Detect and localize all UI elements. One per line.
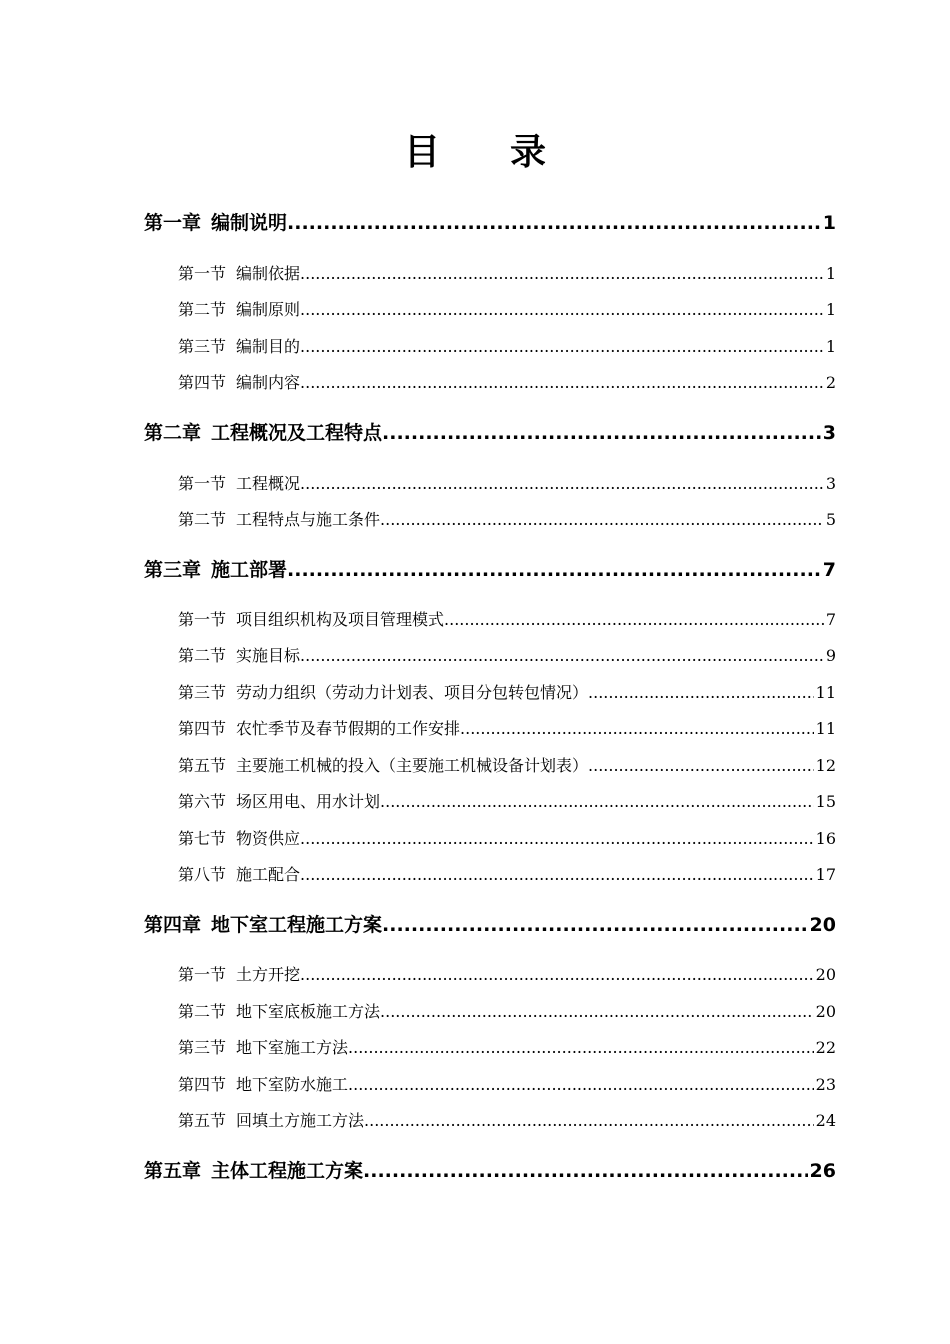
- section-number: 第一节: [178, 474, 227, 493]
- section-number: 第四节: [178, 719, 227, 738]
- toc-page-number: 16: [815, 829, 836, 848]
- toc-section-entry[interactable]: [178, 261, 836, 287]
- toc-entry-label: [178, 753, 588, 779]
- chapter-title: 施工部署: [211, 559, 288, 581]
- toc-leader-dots: [348, 1035, 814, 1061]
- toc-leader-dots: [588, 753, 814, 779]
- section-title: 实施目标: [236, 646, 301, 665]
- toc-entry-label: [178, 607, 444, 633]
- toc-page-number: 24: [815, 1111, 836, 1130]
- section-title: 工程概况: [236, 474, 301, 493]
- section-title: 编制内容: [236, 373, 301, 392]
- toc-entry-label: [178, 862, 300, 888]
- chapter-number: 第三章: [144, 559, 202, 581]
- toc-section-entry[interactable]: [178, 1035, 836, 1061]
- toc-page-number: 2: [825, 373, 836, 392]
- toc-page-number: 1: [825, 337, 836, 356]
- toc-section-entry[interactable]: [178, 680, 836, 706]
- toc-leader-dots: [300, 370, 824, 396]
- toc-page-number: 5: [825, 510, 836, 529]
- toc-entry-label: [178, 962, 300, 988]
- toc-page-number: 15: [815, 792, 836, 811]
- toc-leader-dots: [300, 471, 824, 497]
- toc-entry-label: [178, 680, 588, 706]
- toc-leader-dots: [300, 962, 814, 988]
- toc-section-entry[interactable]: [178, 607, 836, 633]
- section-number: 第二节: [178, 510, 227, 529]
- toc-section-entry[interactable]: [178, 753, 836, 779]
- toc-leader-dots: [380, 999, 814, 1025]
- toc-leader-dots: [300, 334, 824, 360]
- toc-leader-dots: [588, 680, 814, 706]
- toc-section-entry[interactable]: [178, 471, 836, 497]
- toc-page-number: 1: [825, 300, 836, 319]
- toc-entry-label: [178, 261, 300, 287]
- chapter-title: 主体工程施工方案: [211, 1160, 364, 1182]
- toc-page-number: 1: [825, 264, 836, 283]
- toc-page-number: 7: [822, 559, 836, 581]
- section-title: 回填土方施工方法: [236, 1111, 365, 1130]
- toc-entry-label: [178, 471, 300, 497]
- chapter-number: 第二章: [144, 422, 202, 444]
- section-title: 物资供应: [236, 829, 301, 848]
- toc-page-number: 11: [815, 683, 836, 702]
- toc-page-number: 20: [815, 1002, 836, 1021]
- toc-leader-dots: [287, 555, 821, 585]
- section-number: 第八节: [178, 865, 227, 884]
- toc-page-number: 20: [809, 914, 836, 936]
- toc-page-number: 17: [815, 865, 836, 884]
- toc-section-entry[interactable]: [178, 334, 836, 360]
- chapter-title: 工程概况及工程特点: [211, 422, 383, 444]
- toc-page-number: 9: [825, 646, 836, 665]
- section-number: 第五节: [178, 1111, 227, 1130]
- toc-entry-label: [144, 1156, 363, 1186]
- section-number: 第二节: [178, 646, 227, 665]
- toc-page-number: 1: [822, 212, 836, 234]
- toc-section-entry[interactable]: [178, 1072, 836, 1098]
- toc-leader-dots: [444, 607, 824, 633]
- toc-section-entry[interactable]: [178, 507, 836, 533]
- toc-page-number: 20: [815, 965, 836, 984]
- toc-section-entry[interactable]: [178, 826, 836, 852]
- toc-chapter-entry[interactable]: [144, 910, 836, 940]
- section-number: 第二节: [178, 1002, 227, 1021]
- toc-page-number: 12: [815, 756, 836, 775]
- section-number: 第一节: [178, 610, 227, 629]
- section-title: 场区用电、用水计划: [236, 792, 381, 811]
- toc-leader-dots: [300, 826, 814, 852]
- toc-section-entry[interactable]: [178, 370, 836, 396]
- toc-entry-label: [144, 555, 287, 585]
- toc-section-entry[interactable]: [178, 1108, 836, 1134]
- toc-leader-dots: [364, 1108, 814, 1134]
- toc-leader-dots: [380, 789, 814, 815]
- toc-entry-label: [178, 1035, 348, 1061]
- section-title: 编制原则: [236, 300, 301, 319]
- toc-entry-label: [178, 1072, 348, 1098]
- section-title: 地下室施工方法: [236, 1038, 349, 1057]
- toc-leader-dots: [300, 862, 814, 888]
- section-number: 第一节: [178, 264, 227, 283]
- toc-entry-label: [178, 789, 380, 815]
- section-title: 劳动力组织（劳动力计划表、项目分包转包情况）: [236, 683, 589, 702]
- toc-entry-label: [178, 334, 300, 360]
- toc-section-entry[interactable]: [178, 716, 836, 742]
- section-title: 编制目的: [236, 337, 301, 356]
- toc-entry-label: [178, 643, 300, 669]
- section-title: 农忙季节及春节假期的工作安排: [236, 719, 461, 738]
- section-title: 主要施工机械的投入（主要施工机械设备计划表）: [236, 756, 589, 775]
- toc-page-number: 3: [822, 422, 836, 444]
- section-title: 施工配合: [236, 865, 301, 884]
- toc-entry-label: [178, 370, 300, 396]
- section-number: 第四节: [178, 373, 227, 392]
- section-title: 工程特点与施工条件: [236, 510, 381, 529]
- section-title: 土方开挖: [236, 965, 301, 984]
- toc-section-entry[interactable]: [178, 999, 836, 1025]
- toc-leader-dots: [382, 910, 808, 940]
- toc-section-entry[interactable]: [178, 862, 836, 888]
- section-number: 第二节: [178, 300, 227, 319]
- section-number: 第三节: [178, 1038, 227, 1057]
- section-number: 第六节: [178, 792, 227, 811]
- toc-leader-dots: [363, 1156, 808, 1186]
- toc-section-entry[interactable]: [178, 643, 836, 669]
- section-title: 地下室防水施工: [236, 1075, 349, 1094]
- chapter-number: 第一章: [144, 212, 202, 234]
- toc-entry-label: [178, 999, 380, 1025]
- toc-section-entry[interactable]: [178, 789, 836, 815]
- toc-page-number: 11: [815, 719, 836, 738]
- toc-page-number: 23: [815, 1075, 836, 1094]
- toc-section-entry[interactable]: [178, 297, 836, 323]
- section-number: 第四节: [178, 1075, 227, 1094]
- toc-entry-label: [178, 716, 460, 742]
- chapter-number: 第四章: [144, 914, 202, 936]
- toc-leader-dots: [287, 208, 821, 238]
- toc-leader-dots: [460, 716, 814, 742]
- toc-leader-dots: [380, 507, 824, 533]
- toc-chapter-entry[interactable]: [144, 1156, 836, 1186]
- toc-chapter-entry[interactable]: [144, 208, 836, 238]
- toc-page-number: 7: [825, 610, 836, 629]
- toc-entry-label: [144, 418, 382, 448]
- section-number: 第三节: [178, 683, 227, 702]
- title-char-2: 录: [510, 132, 617, 173]
- chapter-number: 第五章: [144, 1160, 202, 1182]
- section-title: 项目组织机构及项目管理模式: [236, 610, 445, 629]
- section-number: 第七节: [178, 829, 227, 848]
- toc-section-entry[interactable]: [178, 962, 836, 988]
- toc-entry-label: [178, 1108, 364, 1134]
- toc-leader-dots: [300, 297, 824, 323]
- toc-leader-dots: [382, 418, 821, 448]
- section-number: 第五节: [178, 756, 227, 775]
- section-title: 编制依据: [236, 264, 301, 283]
- chapter-title: 编制说明: [211, 212, 288, 234]
- section-number: 第一节: [178, 965, 227, 984]
- toc-leader-dots: [300, 261, 824, 287]
- toc-chapter-entry[interactable]: [144, 418, 836, 448]
- toc-entry-label: [144, 910, 382, 940]
- toc-entry-label: [178, 826, 300, 852]
- toc-leader-dots: [348, 1072, 814, 1098]
- toc-page-number: 3: [825, 474, 836, 493]
- section-number: 第三节: [178, 337, 227, 356]
- toc-chapter-entry[interactable]: [144, 555, 836, 585]
- toc-entry-label: [144, 208, 287, 238]
- section-title: 地下室底板施工方法: [236, 1002, 381, 1021]
- title-char-1: 目: [403, 132, 510, 173]
- toc-entry-label: [178, 297, 300, 323]
- toc-page-number: 26: [809, 1160, 836, 1182]
- toc-leader-dots: [300, 643, 824, 669]
- toc-page-number: 22: [815, 1038, 836, 1057]
- toc-entry-label: [178, 507, 380, 533]
- chapter-title: 地下室工程施工方案: [211, 914, 383, 936]
